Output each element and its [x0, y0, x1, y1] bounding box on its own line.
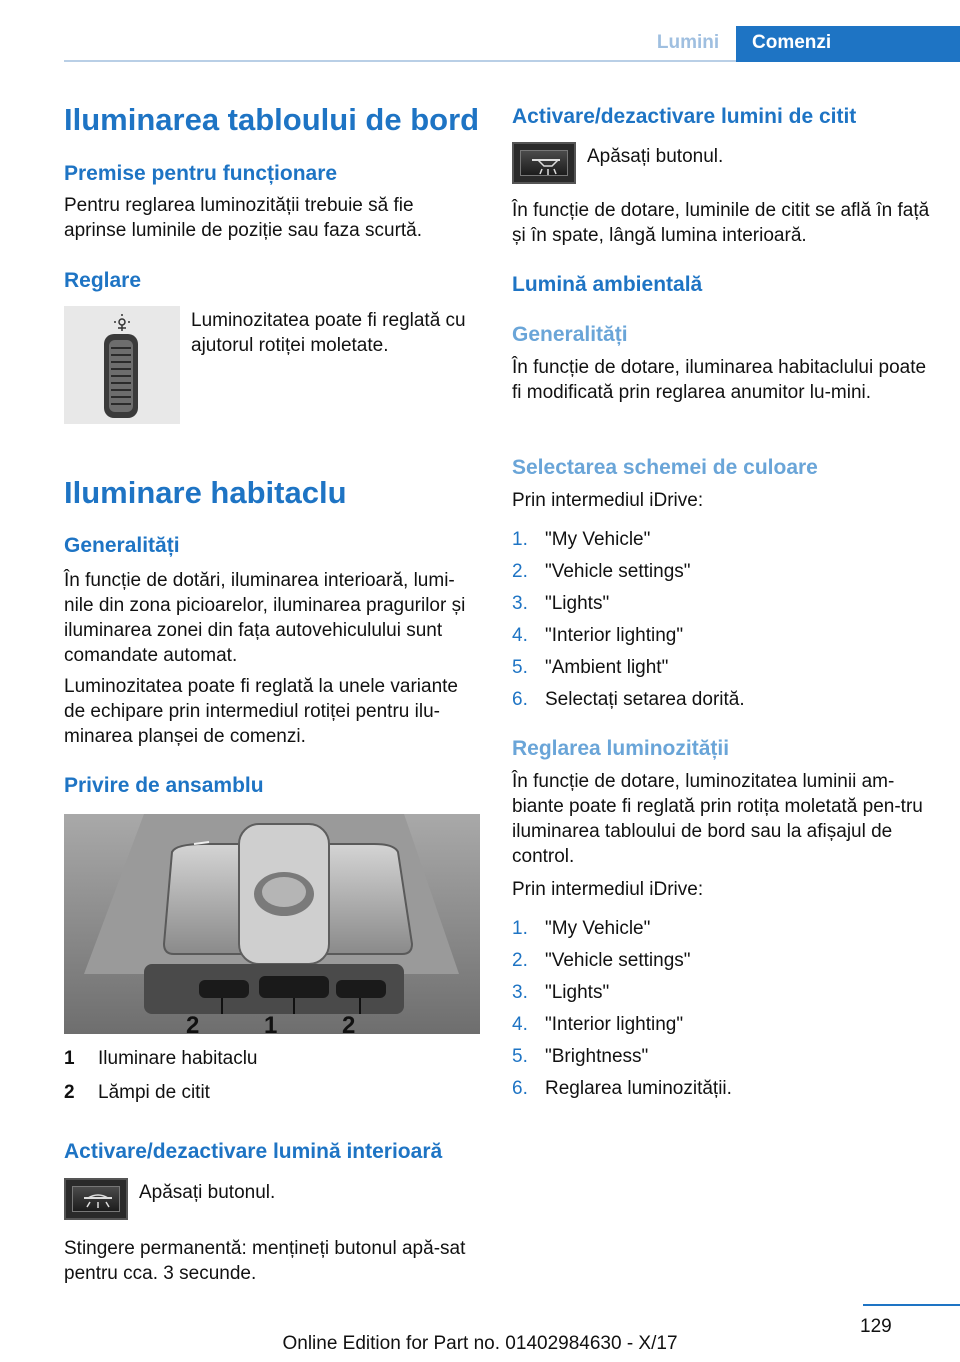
step-text: Selectați setarea dorită. [545, 689, 745, 710]
interior-lighting-title: Iluminare habitaclu [64, 475, 347, 510]
overview-heading: Privire de ansamblu [64, 774, 264, 797]
ambient-general-text: În funcție de dotare, iluminarea habitaclului poate fi modificată prin reglarea anumitor lu-mini. [512, 357, 927, 403]
step-item [512, 1044, 932, 1076]
step-number: 3. [512, 982, 528, 1003]
left-column [64, 0, 484, 1284]
step-text: "Interior lighting" [545, 625, 684, 646]
reading-lights-heading: Activare/dezactivare lumini de citit [512, 105, 857, 128]
general-heading: Generalități [64, 534, 180, 557]
brightness-text: În funcție de dotare, luminozitatea luminii am-biante poate fi reglată prin rotița moletată pen-tru iluminarea tabloului de bord sau la afișajul de control. [512, 771, 923, 867]
step-text: "Lights" [545, 593, 610, 614]
step-text: "Vehicle settings" [545, 950, 691, 971]
legend-number: 2 [64, 1082, 75, 1103]
footer-rule [863, 1304, 960, 1306]
step-item [512, 527, 932, 559]
step-number: 5. [512, 1046, 528, 1067]
reading-text: În funcție de dotare, luminile de citit se află în față și în spate, lângă lumina interioară. [512, 200, 930, 246]
dashboard-lighting-title: Iluminarea tabloului de bord [64, 102, 480, 137]
figure-label-left: 2 [186, 1012, 200, 1039]
ambient-heading: Lumină ambientală [512, 273, 703, 296]
step-number: 6. [512, 689, 528, 710]
step-number: 5. [512, 657, 528, 678]
figure-label-right: 2 [342, 1012, 356, 1039]
step-text: "Vehicle settings" [545, 561, 691, 582]
step-number: 2. [512, 561, 528, 582]
step-text: "My Vehicle" [545, 918, 651, 939]
step-text: "Brightness" [545, 1046, 649, 1067]
toggle-interior-text: Apăsați butonul. [139, 1182, 276, 1203]
step-item [512, 1012, 932, 1044]
step-item [512, 591, 932, 623]
figure-label-center: 1 [264, 1012, 278, 1039]
legend-item [64, 1046, 484, 1080]
tab-lumini[interactable]: Lumini [641, 26, 735, 60]
idrive-intro-1: Prin intermediul iDrive: [512, 490, 704, 511]
idrive-intro-2: Prin intermediul iDrive: [512, 879, 704, 900]
general-text-1: În funcție de dotări, iluminarea interioară, lumi-nile din zona picioarelor, iluminarea pragurilor și iluminarea zonei din fața autovehiculului sunt comandate automat. [64, 570, 466, 666]
reading-light-button-image [512, 142, 576, 184]
step-number: 4. [512, 1014, 528, 1035]
step-number: 6. [512, 1078, 528, 1099]
step-item [512, 559, 932, 591]
premise-heading: Premise pentru funcționare [64, 162, 338, 185]
step-item [512, 1076, 932, 1108]
step-number: 4. [512, 625, 528, 646]
edition-footer: Online Edition for Part no. 01402984630 - X/17 [282, 1333, 678, 1354]
brightness-heading: Reglarea luminozității [512, 737, 730, 760]
reading-light-icon [528, 154, 564, 176]
legend-item [64, 1080, 484, 1114]
step-text: "Ambient light" [545, 657, 669, 678]
interior-light-icon [80, 1192, 116, 1210]
legend-number: 1 [64, 1048, 75, 1069]
step-number: 1. [512, 529, 528, 550]
color-scheme-heading: Selectarea schemei de culoare [512, 456, 818, 479]
legend-text: Lămpi de citit [98, 1082, 210, 1103]
step-item [512, 655, 932, 687]
reglare-heading: Reglare [64, 269, 142, 292]
thumbwheel-image [64, 306, 180, 424]
step-text: "My Vehicle" [545, 529, 651, 550]
reglare-text: Luminozitatea poate fi reglată cu ajutorul rotiței moletate. [191, 310, 466, 356]
step-item [512, 980, 932, 1012]
step-item [512, 687, 932, 719]
figure-legend [64, 1046, 484, 1114]
page-number: 129 [860, 1316, 892, 1337]
general-text-2: Luminozitatea poate fi reglată la unele variante de echipare prin intermediul rotiței pentru ilu-minarea planșei de comenzi. [64, 676, 458, 747]
step-number: 3. [512, 593, 528, 614]
reading-button-text: Apăsați butonul. [587, 146, 724, 167]
toggle-interior-heading: Activare/dezactivare lumină interioară [64, 1140, 443, 1163]
overhead-console-figure [64, 814, 480, 1039]
color-scheme-steps [512, 527, 932, 719]
ambient-general-heading: Generalități [512, 323, 628, 346]
overhead-console-illustration [64, 814, 480, 1034]
permanent-off-text: Stingere permanentă: mențineți butonul apă-sat pentru cca. 3 secunde. [64, 1238, 466, 1284]
step-text: Reglarea luminozității. [545, 1078, 732, 1099]
step-text: "Interior lighting" [545, 1014, 684, 1035]
step-item [512, 916, 932, 948]
premise-text: Pentru reglarea luminozității trebuie să fie aprinse luminile de poziție sau faza scurtă. [64, 195, 423, 241]
tab-comenzi[interactable]: Comenzi [736, 26, 960, 62]
thumbwheel-icon [64, 306, 180, 424]
step-text: "Lights" [545, 982, 610, 1003]
step-item [512, 623, 932, 655]
interior-light-button-image [64, 1178, 128, 1220]
step-number: 2. [512, 950, 528, 971]
step-number: 1. [512, 918, 528, 939]
step-item [512, 948, 932, 980]
legend-text: Iluminare habitaclu [98, 1048, 258, 1069]
brightness-steps [512, 916, 932, 1108]
